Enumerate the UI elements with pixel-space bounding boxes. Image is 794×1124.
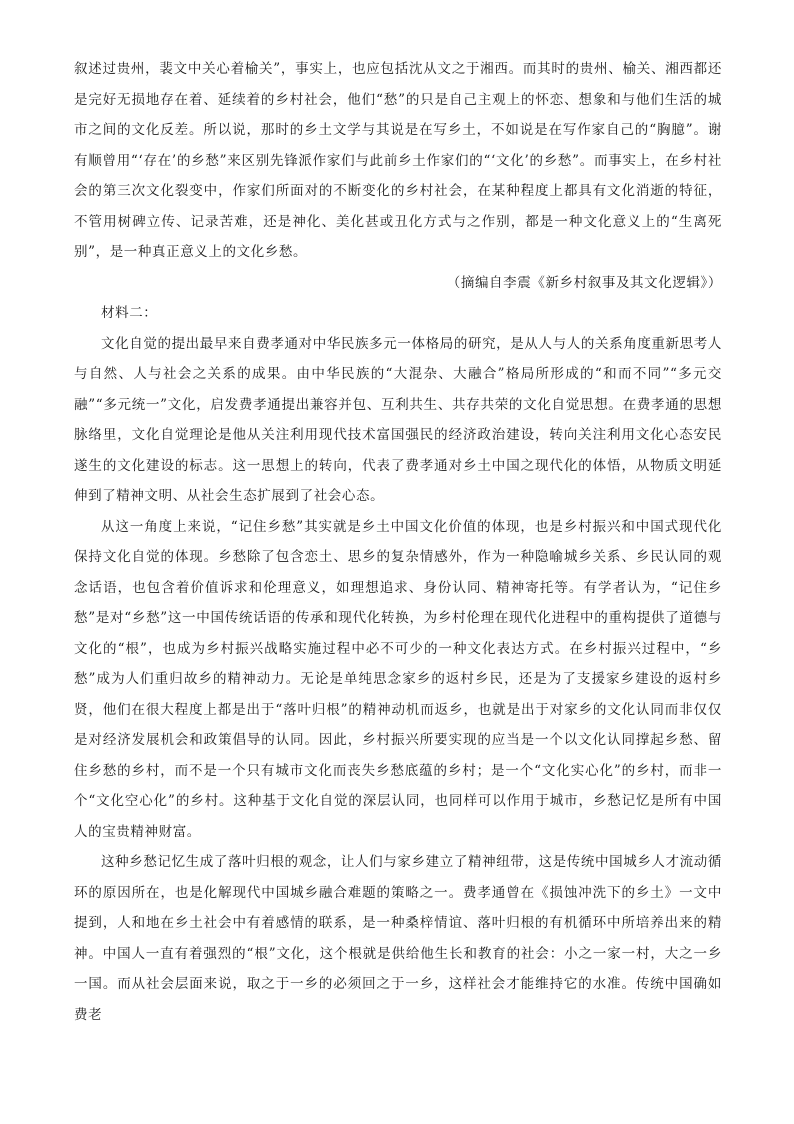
paragraph-continuation: 叙述过贵州，裴文中关心着榆关”，事实上，也应包括沈从文之于湘西。而其时的贵州、榆关、湘西都还是完好无损地存在着、延续着的乡村社会，他们“愁”的只是自己主观上的怀恋、想象和与他们生活的城市之间的文化反差。所以说，那时的乡土文学与其说是在写乡土，不如说是在写作家自己的“胸臆”。谢有顺曾用“‘存在’的乡愁”来区别先锋派作家们与此前乡土作家们的“‘文化’的乡愁”。而事实上，在乡村社会的第三次文化裂变中，作家们所面对的不断变化的乡村社会，在某种程度上都具有文化消逝的特征，不管用树碑立传、记录苦难，还是神化、美化甚或丑化方式与之作别，都是一种文化意义上的“生离死别”，是一种真正意义上的文化乡愁。 (74, 61, 722, 260)
document-page (74, 54, 722, 1030)
source-note: （摘编自李震《新乡村叙事及其文化逻辑》） (446, 274, 722, 291)
paragraph-3: 这种乡愁记忆生成了落叶归根的观念，让人们与家乡建立了精神纽带，这是传统中国城乡人才流动循环的原因所在，也是化解现代中国城乡融合难题的策略之一。费孝通曾在《损蚀冲洗下的乡土》一文中提到，人和地在乡土社会中有着感情的联系，是一种桑梓情谊、落叶归根的有机循环中所培养出来的精神。中国人一直有着强烈的“根”文化，这个根就是供给他生长和教育的社会：小之一家一村，大之一乡一国。而从社会层面来说，取之于一乡的必须回之于一乡，这样社会才能维持它的水准。传统中国确如费老 (74, 854, 722, 1023)
section-label: 材料二： (101, 305, 158, 321)
paragraph-2: 从这一角度上来说，“记住乡愁”其实就是乡土中国文化价值的体现，也是乡村振兴和中国式现代化保持文化自觉的体现。乡愁除了包含恋土、思乡的复杂情感外，作为一种隐喻城乡关系、乡民认同的观念话语，也包含着价值诉求和伦理意义，如理想追求、身份认同、精神寄托等。有学者认为，“记住乡愁”是对“乡愁”这一中国传统话语的传承和现代化转换，为乡村伦理在现代化进程中的重构提供了道德与文化的“根”，也成为乡村振兴战略实施过程中必不可少的一种文化表达方式。在乡村振兴过程中，“乡愁”成为人们重归故乡的精神动力。无论是单纯思念家乡的返村乡民，还是为了支援家乡建设的返村乡贤，他们在很大程度上都是出于“落叶归根”的精神动机而返乡，也就是出于对家乡的文化认同而非仅仅是对经济发展机会和政策倡导的认同。因此，乡村振兴所要实现的应当是一个以文化认同撑起乡愁、留住乡愁的乡村，而不是一个只有城市文化而丧失乡愁底蕴的乡村；是一个“文化实心化”的乡村，而非一个“文化空心化”的乡村。这种基于文化自觉的深层认同，也同样可以作用于城市，乡愁记忆是所有中国人的宝贵精神财富。 (74, 518, 722, 840)
paragraph-1: 文化自觉的提出最早来自费孝通对中华民族多元一体格局的研究，是从人与人的关系角度重新思考人与自然、人与社会之关系的成果。由中华民族的“大混杂、大融合”格局所形成的“和而不同”“多元交融”“多元统一”文化，启发费孝通提出兼容并包、互利共生、共存共荣的文化自觉思想。在费孝通的思想脉络里，文化自觉理论是他从关注利用现代技术富国强民的经济政治建设，转向关注利用文化心态安民遂生的文化建设的标志。这一思想上的转向，代表了费孝通对乡土中国之现代化的体悟，从物质文明延伸到了精神文明、从社会生态扩展到了社会心态。 (74, 335, 722, 504)
